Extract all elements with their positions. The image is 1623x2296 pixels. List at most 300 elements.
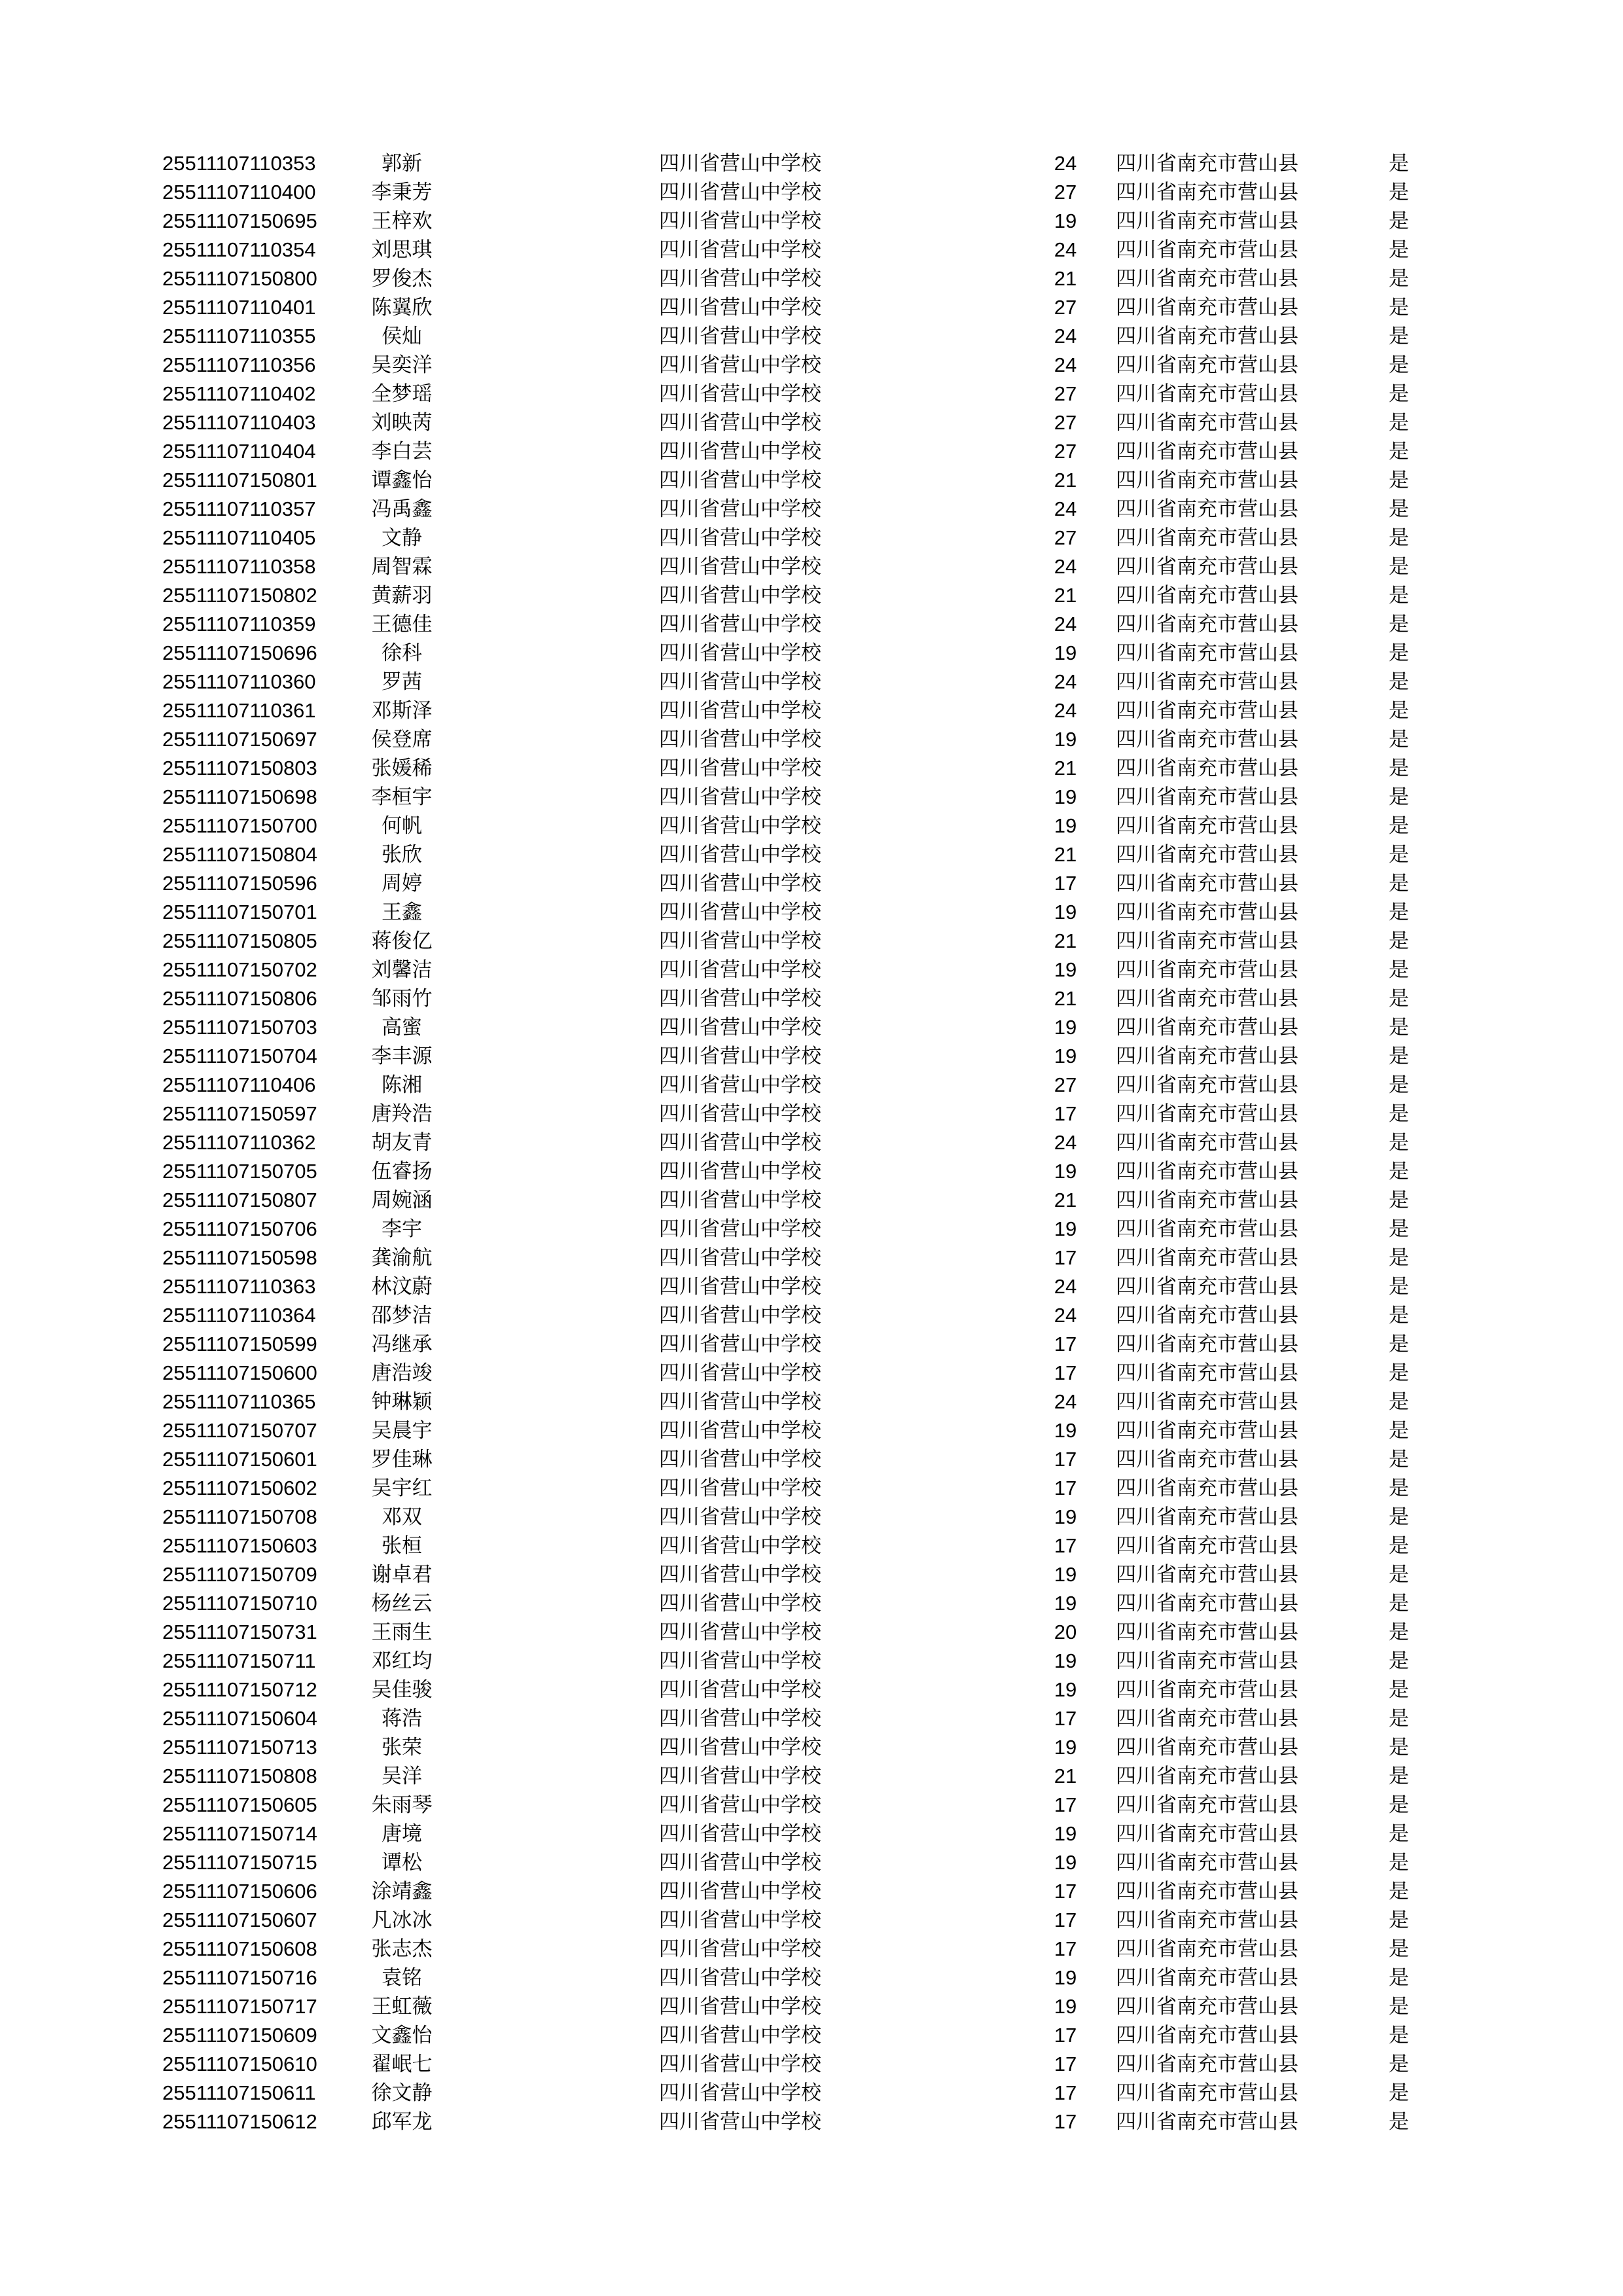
region-name: 四川省南充市营山县 xyxy=(1116,238,1298,262)
table-row xyxy=(0,466,1623,495)
region-name: 四川省南充市营山县 xyxy=(1116,757,1298,780)
region-name: 四川省南充市营山县 xyxy=(1116,901,1298,924)
table-row xyxy=(0,1820,1623,1848)
candidate-name: 蒋浩 xyxy=(382,1707,422,1731)
candidate-id: 25511107110402 xyxy=(162,382,316,405)
status-flag: 是 xyxy=(1389,1419,1409,1443)
candidate-name: 涂靖鑫 xyxy=(371,1880,433,1903)
table-row xyxy=(0,1992,1623,2021)
candidate-id: 25511107110353 xyxy=(162,152,316,175)
status-flag: 是 xyxy=(1389,1477,1409,1500)
age-value: 19 xyxy=(1054,641,1077,664)
age-value: 19 xyxy=(1054,1045,1077,1067)
status-flag: 是 xyxy=(1389,1880,1409,1903)
school-name: 四川省营山中学校 xyxy=(659,526,821,550)
age-value: 27 xyxy=(1054,1073,1077,1096)
table-row xyxy=(0,927,1623,956)
candidate-name: 唐境 xyxy=(382,1822,422,1846)
status-flag: 是 xyxy=(1389,325,1409,348)
age-value: 27 xyxy=(1054,296,1077,319)
age-value: 21 xyxy=(1054,757,1077,780)
candidate-name: 郭新 xyxy=(382,152,422,175)
status-flag: 是 xyxy=(1389,1534,1409,1558)
status-flag: 是 xyxy=(1389,152,1409,175)
status-flag: 是 xyxy=(1389,353,1409,377)
age-value: 19 xyxy=(1054,1822,1077,1845)
age-value: 19 xyxy=(1054,728,1077,751)
candidate-id: 25511107150602 xyxy=(162,1477,317,1499)
status-flag: 是 xyxy=(1389,1016,1409,1039)
candidate-name: 邵梦洁 xyxy=(371,1304,433,1327)
table-row xyxy=(0,1503,1623,1532)
candidate-name: 侯灿 xyxy=(382,325,422,348)
region-name: 四川省南充市营山县 xyxy=(1116,1361,1298,1385)
table-row xyxy=(0,495,1623,524)
region-name: 四川省南充市营山县 xyxy=(1116,1160,1298,1183)
candidate-id: 25511107150803 xyxy=(162,757,317,780)
candidate-id: 25511107150696 xyxy=(162,641,317,664)
school-name: 四川省营山中学校 xyxy=(659,1073,821,1097)
candidate-name: 钟琳颖 xyxy=(371,1390,433,1414)
age-value: 17 xyxy=(1054,2081,1077,2104)
region-name: 四川省南充市营山县 xyxy=(1116,325,1298,348)
school-name: 四川省营山中学校 xyxy=(659,353,821,377)
age-value: 24 xyxy=(1054,238,1077,261)
age-value: 17 xyxy=(1054,872,1077,895)
school-name: 四川省营山中学校 xyxy=(659,584,821,607)
candidate-id: 25511107150604 xyxy=(162,1707,317,1730)
table-row xyxy=(0,236,1623,264)
candidate-name: 凡冰冰 xyxy=(371,1909,433,1932)
candidate-name: 谭松 xyxy=(382,1851,422,1874)
school-name: 四川省营山中学校 xyxy=(659,613,821,636)
region-name: 四川省南充市营山县 xyxy=(1116,699,1298,723)
school-name: 四川省营山中学校 xyxy=(659,1448,821,1471)
candidate-id: 25511107150612 xyxy=(162,2110,317,2133)
candidate-id: 25511107150610 xyxy=(162,2053,317,2075)
candidate-id: 25511107150707 xyxy=(162,1419,317,1442)
table-row xyxy=(0,552,1623,581)
candidate-id: 25511107110357 xyxy=(162,497,316,520)
table-row xyxy=(0,754,1623,783)
candidate-name: 何帆 xyxy=(382,814,422,838)
candidate-name: 刘馨洁 xyxy=(371,958,433,982)
age-value: 17 xyxy=(1054,2110,1077,2133)
table-row xyxy=(0,1013,1623,1042)
table-row xyxy=(0,1445,1623,1474)
age-value: 24 xyxy=(1054,670,1077,693)
age-value: 17 xyxy=(1054,1246,1077,1269)
age-value: 27 xyxy=(1054,411,1077,434)
age-value: 19 xyxy=(1054,1649,1077,1672)
table-row xyxy=(0,1042,1623,1071)
candidate-name: 陈湘 xyxy=(382,1073,422,1097)
age-value: 17 xyxy=(1054,1361,1077,1384)
candidate-id: 25511107150714 xyxy=(162,1822,317,1845)
region-name: 四川省南充市营山县 xyxy=(1116,1189,1298,1212)
region-name: 四川省南充市营山县 xyxy=(1116,555,1298,579)
region-name: 四川省南充市营山县 xyxy=(1116,209,1298,233)
region-name: 四川省南充市营山县 xyxy=(1116,2024,1298,2047)
table-row xyxy=(0,1100,1623,1128)
age-value: 17 xyxy=(1054,1448,1077,1471)
status-flag: 是 xyxy=(1389,987,1409,1011)
age-value: 17 xyxy=(1054,1477,1077,1499)
school-name: 四川省营山中学校 xyxy=(659,843,821,867)
school-name: 四川省营山中学校 xyxy=(659,1102,821,1126)
school-name: 四川省营山中学校 xyxy=(659,1678,821,1702)
region-name: 四川省南充市营山县 xyxy=(1116,584,1298,607)
candidate-id: 25511107150598 xyxy=(162,1246,317,1269)
candidate-name: 陈翼欣 xyxy=(371,296,433,319)
region-name: 四川省南充市营山县 xyxy=(1116,814,1298,838)
candidate-name: 张荣 xyxy=(382,1736,422,1759)
candidate-id: 25511107110361 xyxy=(162,699,316,722)
table-row xyxy=(0,149,1623,178)
table-row xyxy=(0,1733,1623,1762)
candidate-name: 李桓宇 xyxy=(371,785,433,809)
status-flag: 是 xyxy=(1389,814,1409,838)
age-value: 24 xyxy=(1054,555,1077,578)
candidate-id: 25511107150606 xyxy=(162,1880,317,1903)
status-flag: 是 xyxy=(1389,1073,1409,1097)
table-row xyxy=(0,1589,1623,1618)
age-value: 24 xyxy=(1054,325,1077,348)
school-name: 四川省营山中学校 xyxy=(659,2024,821,2047)
school-name: 四川省营山中学校 xyxy=(659,555,821,579)
school-name: 四川省营山中学校 xyxy=(659,929,821,953)
candidate-name: 谢卓君 xyxy=(371,1563,433,1587)
status-flag: 是 xyxy=(1389,1765,1409,1788)
table-row xyxy=(0,1330,1623,1359)
status-flag: 是 xyxy=(1389,1563,1409,1587)
age-value: 19 xyxy=(1054,1217,1077,1240)
region-name: 四川省南充市营山县 xyxy=(1116,1822,1298,1846)
candidate-id: 25511107150708 xyxy=(162,1505,317,1528)
region-name: 四川省南充市营山县 xyxy=(1116,296,1298,319)
candidate-id: 25511107110362 xyxy=(162,1131,316,1154)
school-name: 四川省营山中学校 xyxy=(659,382,821,406)
status-flag: 是 xyxy=(1389,958,1409,982)
status-flag: 是 xyxy=(1389,641,1409,665)
age-value: 19 xyxy=(1054,209,1077,232)
school-name: 四川省营山中学校 xyxy=(659,2110,821,2134)
school-name: 四川省营山中学校 xyxy=(659,1822,821,1846)
candidate-id: 25511107150605 xyxy=(162,1793,317,1816)
candidate-name: 李秉芳 xyxy=(371,181,433,204)
school-name: 四川省营山中学校 xyxy=(659,1851,821,1874)
school-name: 四川省营山中学校 xyxy=(659,814,821,838)
candidate-name: 张桓 xyxy=(382,1534,422,1558)
region-name: 四川省南充市营山县 xyxy=(1116,1304,1298,1327)
table-row xyxy=(0,869,1623,898)
candidate-id: 25511107150596 xyxy=(162,872,317,895)
table-row xyxy=(0,639,1623,668)
candidate-id: 25511107150713 xyxy=(162,1736,317,1759)
school-name: 四川省营山中学校 xyxy=(659,1649,821,1673)
candidate-id: 25511107150717 xyxy=(162,1995,317,2018)
school-name: 四川省营山中学校 xyxy=(659,1937,821,1961)
school-name: 四川省营山中学校 xyxy=(659,440,821,463)
region-name: 四川省南充市营山县 xyxy=(1116,1390,1298,1414)
candidate-id: 25511107150703 xyxy=(162,1016,317,1039)
table-row xyxy=(0,264,1623,293)
table-row xyxy=(0,1618,1623,1647)
status-flag: 是 xyxy=(1389,1275,1409,1299)
region-name: 四川省南充市营山县 xyxy=(1116,497,1298,521)
school-name: 四川省营山中学校 xyxy=(659,1534,821,1558)
candidate-id: 25511107150706 xyxy=(162,1217,317,1240)
candidate-id: 25511107150607 xyxy=(162,1909,317,1931)
candidate-id: 25511107110403 xyxy=(162,411,316,434)
school-name: 四川省营山中学校 xyxy=(659,1909,821,1932)
table-row xyxy=(0,1704,1623,1733)
candidate-name: 邓双 xyxy=(382,1505,422,1529)
region-name: 四川省南充市营山县 xyxy=(1116,2081,1298,2105)
status-flag: 是 xyxy=(1389,1131,1409,1155)
region-name: 四川省南充市营山县 xyxy=(1116,2110,1298,2134)
status-flag: 是 xyxy=(1389,1102,1409,1126)
region-name: 四川省南充市营山县 xyxy=(1116,152,1298,175)
candidate-name: 王鑫 xyxy=(382,901,422,924)
candidate-name: 吴晨宇 xyxy=(371,1419,433,1443)
age-value: 19 xyxy=(1054,1736,1077,1759)
candidate-name: 李白芸 xyxy=(371,440,433,463)
age-value: 17 xyxy=(1054,1102,1077,1125)
school-name: 四川省营山中学校 xyxy=(659,1592,821,1615)
age-value: 20 xyxy=(1054,1621,1077,1643)
table-row xyxy=(0,2050,1623,2079)
table-row xyxy=(0,1647,1623,1676)
status-flag: 是 xyxy=(1389,843,1409,867)
table-row xyxy=(0,1128,1623,1157)
table-row xyxy=(0,1071,1623,1100)
status-flag: 是 xyxy=(1389,267,1409,291)
region-name: 四川省南充市营山县 xyxy=(1116,1275,1298,1299)
age-value: 19 xyxy=(1054,1505,1077,1528)
table-row xyxy=(0,1791,1623,1820)
candidate-id: 25511107110365 xyxy=(162,1390,316,1413)
table-row xyxy=(0,1388,1623,1416)
region-name: 四川省南充市营山县 xyxy=(1116,1707,1298,1731)
status-flag: 是 xyxy=(1389,440,1409,463)
candidate-name: 黄薪羽 xyxy=(371,584,433,607)
region-name: 四川省南充市营山县 xyxy=(1116,1448,1298,1471)
table-row xyxy=(0,1359,1623,1388)
region-name: 四川省南充市营山县 xyxy=(1116,1649,1298,1673)
table-row xyxy=(0,1877,1623,1906)
roster-table xyxy=(0,149,1623,2136)
table-row xyxy=(0,1532,1623,1560)
status-flag: 是 xyxy=(1389,1160,1409,1183)
candidate-name: 王雨生 xyxy=(371,1621,433,1644)
age-value: 19 xyxy=(1054,1678,1077,1701)
age-value: 17 xyxy=(1054,1880,1077,1903)
region-name: 四川省南充市营山县 xyxy=(1116,411,1298,435)
status-flag: 是 xyxy=(1389,872,1409,895)
school-name: 四川省营山中学校 xyxy=(659,1390,821,1414)
candidate-name: 张志杰 xyxy=(371,1937,433,1961)
school-name: 四川省营山中学校 xyxy=(659,670,821,694)
age-value: 19 xyxy=(1054,1016,1077,1039)
school-name: 四川省营山中学校 xyxy=(659,296,821,319)
region-name: 四川省南充市营山县 xyxy=(1116,1678,1298,1702)
region-name: 四川省南充市营山县 xyxy=(1116,1966,1298,1990)
school-name: 四川省营山中学校 xyxy=(659,209,821,233)
table-row xyxy=(0,351,1623,380)
status-flag: 是 xyxy=(1389,1793,1409,1817)
region-name: 四川省南充市营山县 xyxy=(1116,1102,1298,1126)
status-flag: 是 xyxy=(1389,555,1409,579)
table-row xyxy=(0,1301,1623,1330)
candidate-name: 翟岷七 xyxy=(371,2053,433,2076)
candidate-name: 冯继承 xyxy=(371,1333,433,1356)
age-value: 24 xyxy=(1054,497,1077,520)
candidate-id: 25511107110400 xyxy=(162,181,316,204)
status-flag: 是 xyxy=(1389,1217,1409,1241)
candidate-name: 邓红均 xyxy=(371,1649,433,1673)
table-row xyxy=(0,437,1623,466)
status-flag: 是 xyxy=(1389,411,1409,435)
school-name: 四川省营山中学校 xyxy=(659,1563,821,1587)
age-value: 21 xyxy=(1054,843,1077,866)
status-flag: 是 xyxy=(1389,1909,1409,1932)
candidate-id: 25511107150701 xyxy=(162,901,317,924)
table-row xyxy=(0,178,1623,207)
school-name: 四川省营山中学校 xyxy=(659,1880,821,1903)
age-value: 27 xyxy=(1054,440,1077,463)
school-name: 四川省营山中学校 xyxy=(659,469,821,492)
region-name: 四川省南充市营山县 xyxy=(1116,958,1298,982)
candidate-name: 李丰源 xyxy=(371,1045,433,1068)
table-row xyxy=(0,783,1623,812)
school-name: 四川省营山中学校 xyxy=(659,1045,821,1068)
school-name: 四川省营山中学校 xyxy=(659,785,821,809)
status-flag: 是 xyxy=(1389,1304,1409,1327)
candidate-id: 25511107110360 xyxy=(162,670,316,693)
candidate-name: 全梦瑶 xyxy=(371,382,433,406)
candidate-name: 伍睿扬 xyxy=(371,1160,433,1183)
candidate-name: 唐羚浩 xyxy=(371,1102,433,1126)
candidate-id: 25511107150600 xyxy=(162,1361,317,1384)
table-row xyxy=(0,293,1623,322)
candidate-id: 25511107150806 xyxy=(162,987,317,1010)
status-flag: 是 xyxy=(1389,757,1409,780)
table-row xyxy=(0,1416,1623,1445)
candidate-id: 25511107150711 xyxy=(162,1649,316,1672)
age-value: 17 xyxy=(1054,2053,1077,2075)
region-name: 四川省南充市营山县 xyxy=(1116,1217,1298,1241)
region-name: 四川省南充市营山县 xyxy=(1116,1073,1298,1097)
school-name: 四川省营山中学校 xyxy=(659,699,821,723)
region-name: 四川省南充市营山县 xyxy=(1116,1333,1298,1356)
candidate-name: 王德佳 xyxy=(371,613,433,636)
candidate-id: 25511107150705 xyxy=(162,1160,317,1183)
candidate-id: 25511107150710 xyxy=(162,1592,317,1615)
candidate-name: 高蜜 xyxy=(382,1016,422,1039)
table-row xyxy=(0,840,1623,869)
region-name: 四川省南充市营山县 xyxy=(1116,1505,1298,1529)
age-value: 19 xyxy=(1054,1160,1077,1183)
candidate-id: 25511107110406 xyxy=(162,1073,316,1096)
candidate-name: 谭鑫怡 xyxy=(371,469,433,492)
candidate-name: 邹雨竹 xyxy=(371,987,433,1011)
candidate-id: 25511107150804 xyxy=(162,843,317,866)
school-name: 四川省营山中学校 xyxy=(659,1361,821,1385)
region-name: 四川省南充市营山县 xyxy=(1116,785,1298,809)
table-row xyxy=(0,1215,1623,1244)
status-flag: 是 xyxy=(1389,699,1409,723)
region-name: 四川省南充市营山县 xyxy=(1116,469,1298,492)
region-name: 四川省南充市营山县 xyxy=(1116,1937,1298,1961)
school-name: 四川省营山中学校 xyxy=(659,901,821,924)
status-flag: 是 xyxy=(1389,1189,1409,1212)
candidate-id: 25511107110405 xyxy=(162,526,316,549)
table-row xyxy=(0,2108,1623,2136)
region-name: 四川省南充市营山县 xyxy=(1116,670,1298,694)
region-name: 四川省南充市营山县 xyxy=(1116,1880,1298,1903)
status-flag: 是 xyxy=(1389,1333,1409,1356)
candidate-id: 25511107150704 xyxy=(162,1045,317,1067)
school-name: 四川省营山中学校 xyxy=(659,238,821,262)
age-value: 21 xyxy=(1054,469,1077,492)
candidate-id: 25511107150601 xyxy=(162,1448,317,1471)
candidate-id: 25511107150712 xyxy=(162,1678,317,1701)
table-row xyxy=(0,2021,1623,2050)
table-row xyxy=(0,984,1623,1013)
candidate-id: 25511107150808 xyxy=(162,1765,317,1787)
age-value: 19 xyxy=(1054,1995,1077,2018)
candidate-name: 袁铭 xyxy=(382,1966,422,1990)
school-name: 四川省营山中学校 xyxy=(659,2053,821,2076)
candidate-id: 25511107150698 xyxy=(162,785,317,808)
table-row xyxy=(0,408,1623,437)
status-flag: 是 xyxy=(1389,296,1409,319)
region-name: 四川省南充市营山县 xyxy=(1116,353,1298,377)
age-value: 21 xyxy=(1054,1765,1077,1787)
candidate-id: 25511107150807 xyxy=(162,1189,317,1211)
candidate-id: 25511107110358 xyxy=(162,555,316,578)
region-name: 四川省南充市营山县 xyxy=(1116,2053,1298,2076)
table-row xyxy=(0,668,1623,696)
age-value: 17 xyxy=(1054,1534,1077,1557)
status-flag: 是 xyxy=(1389,526,1409,550)
candidate-id: 25511107150697 xyxy=(162,728,317,751)
candidate-name: 周智霖 xyxy=(371,555,433,579)
status-flag: 是 xyxy=(1389,2024,1409,2047)
table-row xyxy=(0,1272,1623,1301)
region-name: 四川省南充市营山县 xyxy=(1116,1592,1298,1615)
table-row xyxy=(0,812,1623,840)
status-flag: 是 xyxy=(1389,1448,1409,1471)
region-name: 四川省南充市营山县 xyxy=(1116,382,1298,406)
age-value: 24 xyxy=(1054,613,1077,636)
age-value: 24 xyxy=(1054,1390,1077,1413)
status-flag: 是 xyxy=(1389,1390,1409,1414)
table-row xyxy=(0,898,1623,927)
age-value: 27 xyxy=(1054,181,1077,204)
candidate-id: 25511107150800 xyxy=(162,267,317,290)
school-name: 四川省营山中学校 xyxy=(659,1304,821,1327)
table-row xyxy=(0,1676,1623,1704)
table-row xyxy=(0,322,1623,351)
region-name: 四川省南充市营山县 xyxy=(1116,641,1298,665)
candidate-id: 25511107110404 xyxy=(162,440,316,463)
school-name: 四川省营山中学校 xyxy=(659,1477,821,1500)
region-name: 四川省南充市营山县 xyxy=(1116,872,1298,895)
candidate-id: 25511107150700 xyxy=(162,814,317,837)
status-flag: 是 xyxy=(1389,1937,1409,1961)
